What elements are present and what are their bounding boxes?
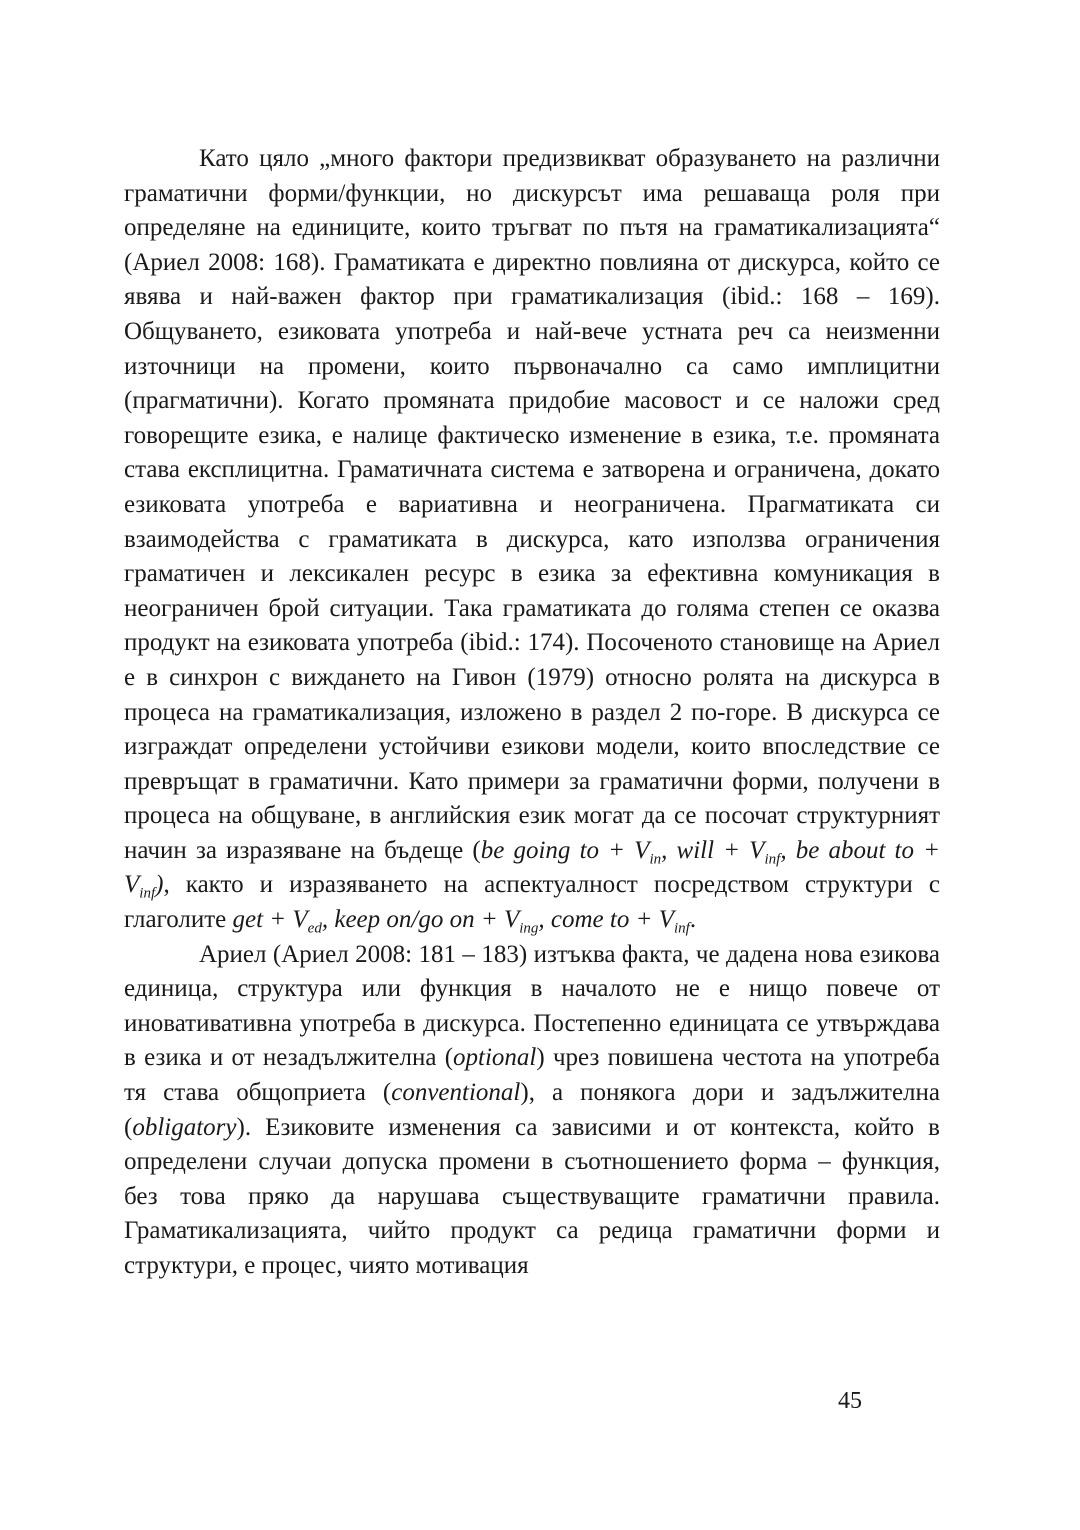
subscript-inf: inf [674, 920, 690, 937]
subscript-ed: ed [307, 920, 322, 937]
term-optional: optional [453, 1044, 537, 1072]
example-future-going-to: be going to + $V_{in}$, will + $V_{inf}$, be about to + $V_{inf}$) [124, 836, 940, 902]
subscript-inf: inf [764, 851, 781, 868]
paragraph-2 [124, 938, 940, 1284]
paragraph-1-text: Като цяло „много фактори предизвикват образуването на различни граматични форми/функции, но дискурсът има решаваща роля при определяне на единиците, които тръгват по пътя на граматикализацията“ (Ариел 2008: 168). Граматиката е директно повлияна от дискурса, който се явява и най-важен фактор при граматикализация (ibid.: 168 – 169). Общуването, езиковата употреба и най-вече устната реч са неизменни източници на промени, които първоначално са само имплицитни (прагматични). Когато промяната придобие масовост и се наложи сред говорещите езика, е налице фактическо изменение в езика, т.е. промяната става експлицитна. Граматичната система е затворена и ограничена, докато езиковата употреба е вариативна и неограничена. Прагматиката си взаимодейства с граматиката в дискурса, като използва ограничения граматичен и лексикален ресурс в езика за ефективна комуникация в неограничен брой ситуации. Така граматиката до голяма степен се оказва продукт на езиковата употреба (ibid.: 174). Посоченото становище на Ариел е в синхрон с виждането на Гивон (1979) относно ролята на дискурса в процеса на граматикализация, изложено в раздел 2 по-горе. В дискурса се изграждат определени устойчиви езикови модели, които впоследствие се превръщат в граматични. Като примери за граматични форми, получени в процеса на общуване, в английския език могат да се посочат структурният начин за изразяване на бъдеще ( [124, 145, 940, 864]
paragraph-2-text: ), а понякога дори и задължителна ( [124, 1079, 940, 1141]
paragraph-1: Като цяло „много фактори предизвикват образуването на различни граматични форми/функции, но дискурсът има решаваща роля при определяне на единиците, които тръгват по пътя на граматикализацията“ (Ариел 2008: 168). Граматиката е директно повлияна от дискурса, който се явява и най-важен фактор при граматикализация (ibid.: 168 – 169). Общуването, езиковата употреба и най-вече устната реч са неизменни източници на промени, които първоначално са само имплицитни (прагматични). Когато промяната придобие масовост и се наложи сред говорещите езика, е налице фактическо изменение в езика, т.е. промяната става експлицитна. Граматичната система е затворена и ограничена, докато езиковата употреба е вариативна и неограничена. Прагматиката си взаимодейства с граматиката в дискурса, като използва ограничения граматичен и лексикален ресурс в езика за ефективна комуникация в неограничен брой ситуации. Така граматиката до голяма степен се оказва продукт на езиковата употреба (ibid.: 174). Посоченото становище на Ариел е в синхрон с виждането на Гивон (1979) относно ролята на дискурса в процеса на граматикализация, изложено в раздел 2 по-горе. В дискурса се изграждат определени устойчиви езикови модели, които впоследствие се превръщат в граматични. Като примери за граматични форми, получени в процеса на общуване, в английския език могат да се посочат структурният начин за изразяване на бъдеще (be going to + $V_{in}$, will + $V_{inf}$, be about to + $V_{inf}$), както и изразяването на аспектуалност посредством структури с глаголите get + $V_{ed}$, keep on/go on + $V_{ing}$, come to + $V_{inf}$. [124, 145, 940, 937]
paragraph-2-text: ) чрез повишена честота на употреба тя става общоприета ( [124, 1044, 940, 1107]
term-conventional: conventional [391, 1079, 521, 1107]
example-aspect-structures: get + $V_{ed}$, keep on/go on + $V_{ing}$, come to + $V_{inf}$ [232, 906, 690, 937]
paragraph-1-text: , както и изразяването на аспектуалност посредством структури с глаголите [124, 871, 940, 934]
page-number: 45 [838, 1388, 862, 1414]
body-text [124, 142, 940, 1284]
subscript-inf: inf [139, 885, 156, 902]
paragraph-2-text: Ариел (Ариел 2008: 181 – 183) изтъква факта, че дадена нова езикова единица, структура или функция в началото не е нищо повече от иновативативна употреба в дискурса. Постепенно единицата се утвърждава в езика и от незадължителна ( [124, 940, 940, 1072]
term-obligatory: obligatory [132, 1113, 237, 1141]
subscript-ing: ing [519, 920, 539, 937]
paragraph-2-text: ). Езиковите изменения са зависими и от контекста, който в определени случаи допуска промени в съотношението форма – функция, без това пряко да нарушава съществуващите граматични правила. Граматикализацията, чийто продукт са редица граматични форми и структури, е процес, чиято мотивация [124, 1113, 940, 1279]
subscript-in: in [649, 851, 662, 868]
